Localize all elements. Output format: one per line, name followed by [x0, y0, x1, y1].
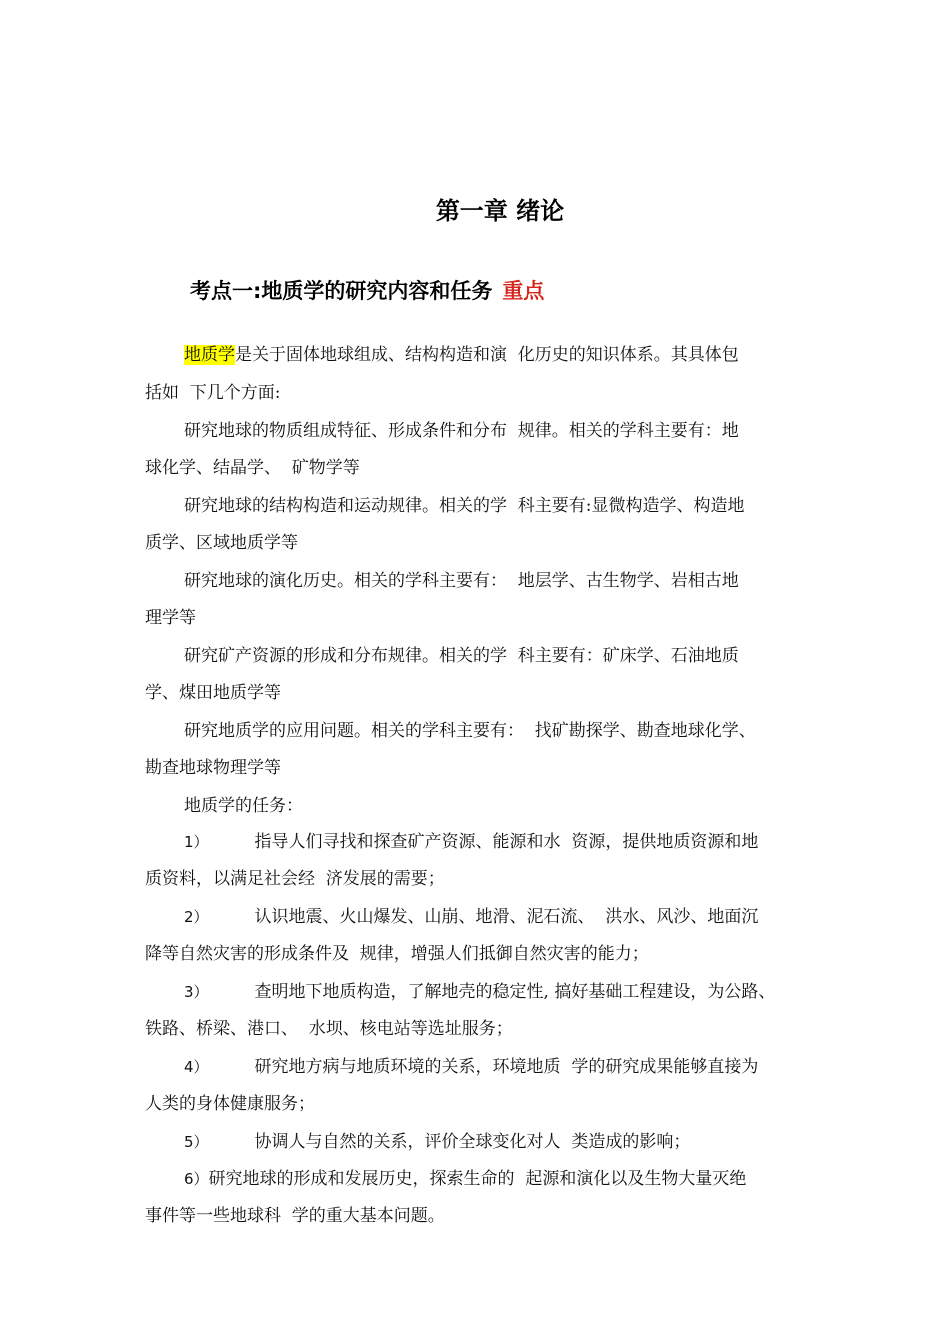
task-1-line-1	[184, 829, 758, 855]
task-2-line-1	[184, 904, 758, 930]
task-3-number: 3）	[184, 983, 209, 1001]
section-title	[190, 275, 544, 307]
task-4-text: 研究地方病与地质环境的关系，环境地质 学的研究成果能够直接为	[254, 1057, 759, 1077]
task-1-line-2: 质资料，以满足社会经 济发展的需要；	[145, 869, 445, 889]
task-6-number: 6）	[184, 1170, 209, 1188]
task-3-line-2: 铁路、桥梁、港口、 水坝、核电站等选址服务；	[145, 1019, 513, 1039]
aspect-3-line-2: 理学等	[145, 608, 196, 628]
task-4-line-1	[184, 1054, 758, 1080]
task-4-line-2: 人类的身体健康服务；	[145, 1094, 315, 1114]
task-6-line-1	[184, 1166, 746, 1192]
task-3-text: 查明地下地质构造，了解地壳的稳定性, 搞好基础工程建设，为公路、	[254, 982, 776, 1002]
intro-text-1: 是关于固体地球组成、结构构造和演 化历史的知识体系。其具体包	[235, 345, 739, 365]
task-1-number: 1）	[184, 833, 209, 851]
key-point-tag: 重点	[502, 279, 545, 303]
intro-line-1	[184, 342, 739, 368]
section-title-text: 考点一:地质学的研究内容和任务	[190, 279, 493, 303]
highlighted-term: 地质学	[184, 345, 235, 365]
aspect-1-line-2: 球化学、结晶学、 矿物学等	[145, 458, 360, 478]
aspect-2-line-1: 研究地球的结构构造和运动规律。相关的学 科主要有:显微构造学、构造地	[184, 496, 745, 516]
task-1-text: 指导人们寻找和探查矿产资源、能源和水 资源，提供地质资源和地	[254, 832, 759, 852]
aspect-4-line-1: 研究矿产资源的形成和分布规律。相关的学 科主要有：矿床学、石油地质	[184, 646, 739, 666]
task-6-line-2: 事件等一些地球科 学的重大基本问题。	[145, 1206, 445, 1226]
task-2-text: 认识地震、火山爆发、山崩、地滑、泥石流、 洪水、风沙、地面沉	[254, 907, 759, 927]
aspect-5-line-1: 研究地质学的应用问题。相关的学科主要有： 找矿勘探学、勘查地球化学、	[184, 721, 756, 741]
tasks-heading: 地质学的任务：	[184, 796, 303, 816]
aspect-2-line-2: 质学、区域地质学等	[145, 533, 298, 553]
task-3-line-1	[184, 979, 775, 1005]
task-6-text: 研究地球的形成和发展历史，探索生命的 起源和演化以及生物大量灭绝	[208, 1169, 747, 1189]
task-2-line-2: 降等自然灾害的形成条件及 规律，增强人们抵御自然灾害的能力；	[145, 944, 649, 964]
task-5-text: 协调人与自然的关系，评价全球变化对人 类造成的影响；	[254, 1132, 691, 1152]
aspect-5-line-2: 勘查地球物理学等	[145, 758, 281, 778]
intro-line-2: 括如 下几个方面:	[145, 383, 281, 403]
task-4-number: 4）	[184, 1058, 209, 1076]
task-5-line-1	[184, 1129, 690, 1155]
aspect-4-line-2: 学、煤田地质学等	[145, 683, 281, 703]
chapter-title: 第一章 绪论	[435, 197, 565, 225]
aspect-3-line-1: 研究地球的演化历史。相关的学科主要有： 地层学、古生物学、岩相古地	[184, 571, 739, 591]
task-2-number: 2）	[184, 908, 209, 926]
aspect-1-line-1: 研究地球的物质组成特征、形成条件和分布 规律。相关的学科主要有：地	[184, 421, 739, 441]
task-5-number: 5）	[184, 1133, 209, 1151]
